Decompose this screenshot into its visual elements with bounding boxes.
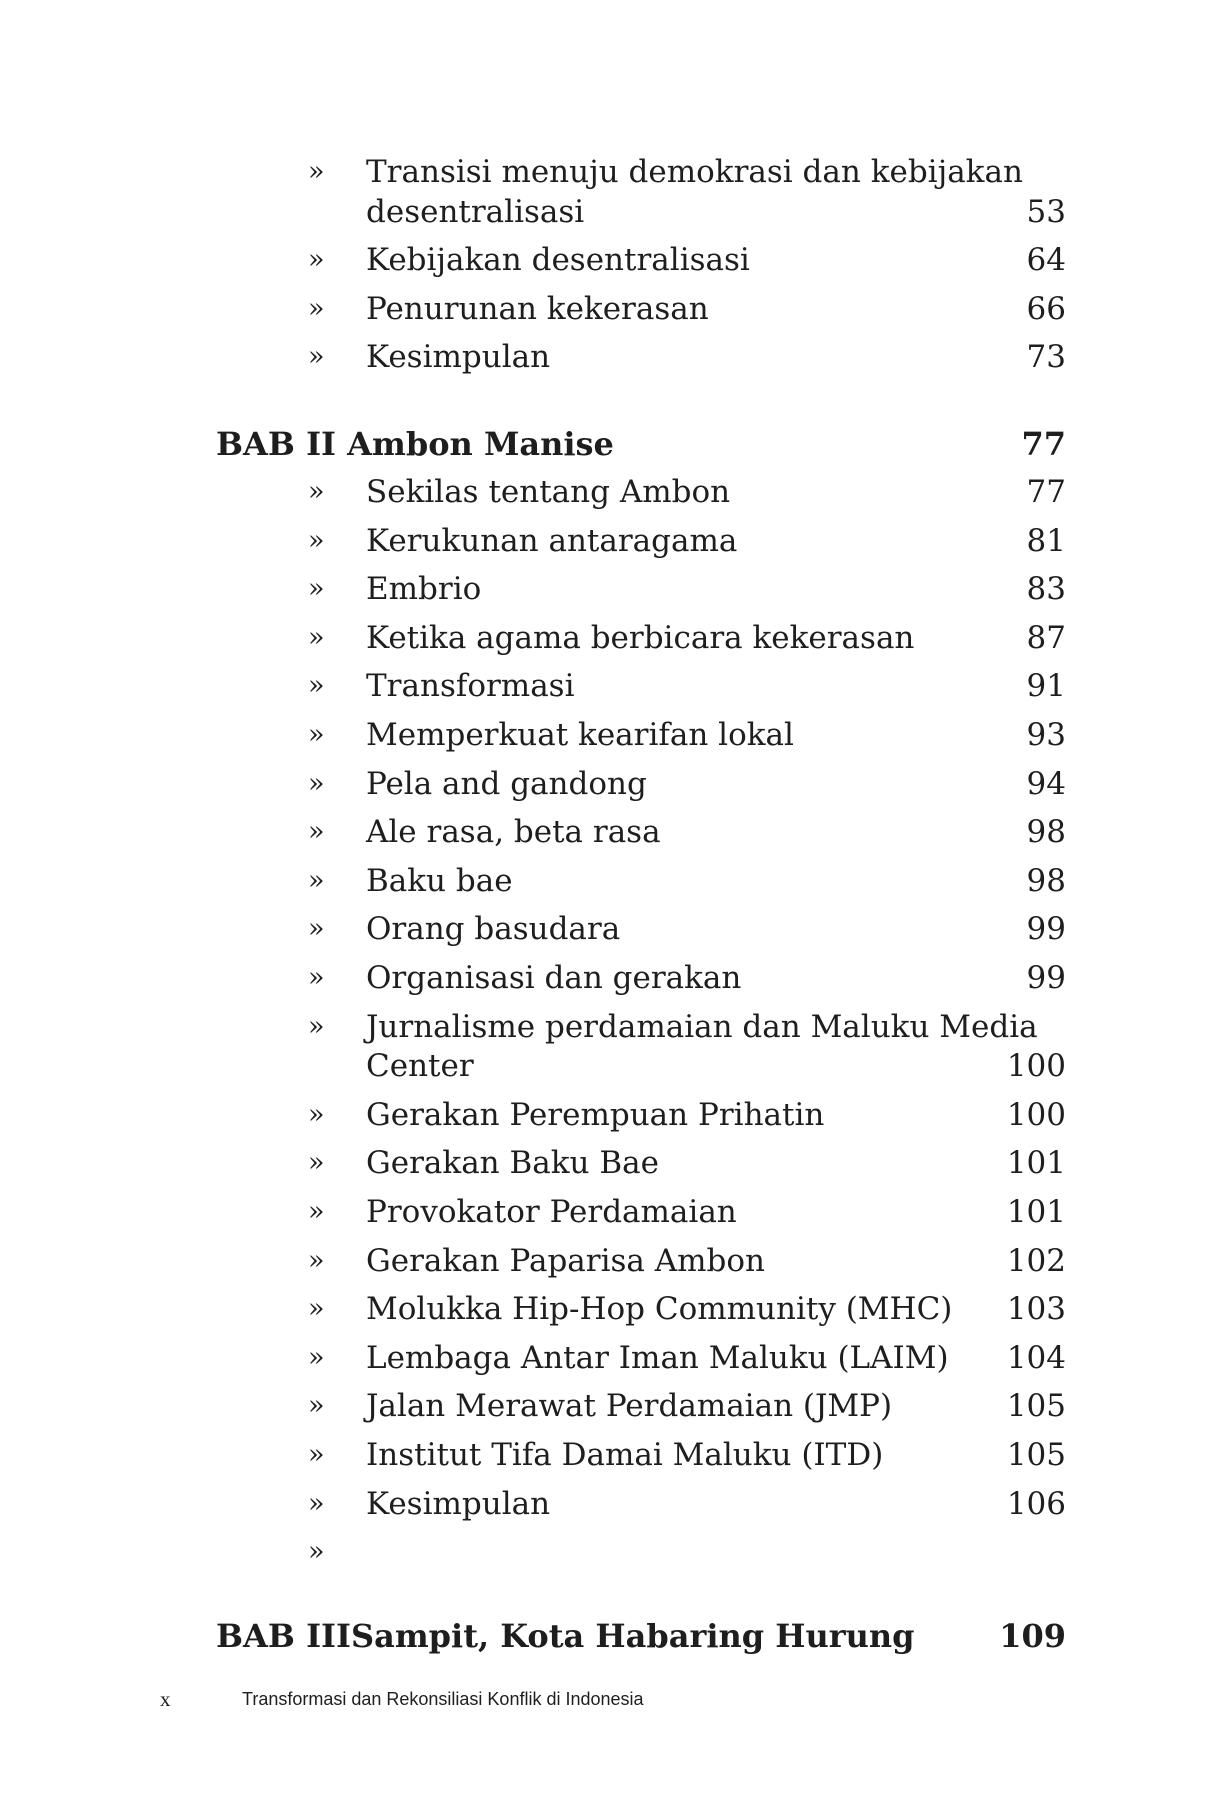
toc-entry-title: Molukka Hip-Hop Community (MHC) [366,1291,953,1328]
toc-entry-title: Sekilas tentang Ambon [366,474,731,510]
bullet-marker: » [308,1536,325,1568]
toc-entry [0,907,1221,951]
toc-entry [0,1005,1221,1049]
toc-entry [0,567,1221,611]
toc-entry-page: 100 [1006,1096,1066,1133]
chapter-page: 77 [1021,425,1066,463]
bullet-marker: » [308,816,325,848]
chapter-page: 109 [999,1617,1066,1655]
toc-entry [0,859,1221,903]
toc-entry-title: Baku bae [366,862,513,899]
toc-entry-title: Provokator Perdamaian [366,1193,737,1230]
toc-entry-page: 91 [1026,668,1066,705]
toc-entry-title: Transformasi [366,668,575,705]
chapter-heading [0,420,1221,468]
toc-entry [0,287,1221,331]
chapter-title: BAB IIISampit, Kota Habaring Hurung [216,1617,915,1655]
bullet-marker: » [308,1010,325,1042]
toc-entry-page: 99 [1026,960,1066,996]
toc-entry [0,470,1221,514]
bullet-marker: » [308,292,325,324]
bullet-marker: » [308,1390,325,1422]
toc-entry [0,1239,1221,1283]
toc-entry-title: desentralisasi [366,193,585,230]
toc-entry [0,1287,1221,1331]
toc-entry [0,335,1221,379]
toc-entry-page: 101 [1006,1193,1066,1230]
bullet-marker: » [308,1438,325,1470]
bullet-marker: » [308,156,325,187]
toc-entry [0,713,1221,757]
bullet-marker: » [308,1098,325,1130]
toc-entry-title: Ketika agama berbicara kekerasan [366,619,915,656]
footer-book-title: Transformasi dan Rekonsiliasi Konflik di Indonesia [242,1689,644,1709]
bullet-marker: » [308,573,325,605]
toc-entry-page: 77 [1026,474,1066,510]
toc-entry [0,1141,1221,1185]
toc-entry-page: 103 [1006,1291,1066,1328]
toc-entry-page: 99 [1026,911,1066,948]
toc-entry-title: Kebijakan desentralisasi [366,242,750,279]
toc-entry-title: Kesimpulan [366,1485,551,1522]
bullet-marker: » [308,341,325,373]
bullet-marker: » [308,670,325,702]
bullet-marker: » [308,1244,325,1276]
toc-entry [0,1530,1221,1574]
toc-entry [0,664,1221,708]
toc-entry [0,810,1221,854]
chapter-heading [0,1612,1221,1660]
toc-entry [0,1384,1221,1428]
toc-entry [0,616,1221,660]
toc-entry-title: Lembaga Antar Iman Maluku (LAIM) [366,1339,949,1376]
toc-entry-title: Embrio [366,571,482,608]
bullet-marker: » [308,244,325,276]
bullet-marker: » [308,962,325,993]
toc-entry-page: 73 [1026,339,1066,376]
toc-entry [0,1482,1221,1526]
toc-entry-title: Memperkuat kearifan lokal [366,717,794,753]
toc-entry-page: 83 [1026,571,1066,608]
toc-entry [0,238,1221,282]
toc-entry-title: Orang basudara [366,911,621,948]
bullet-marker: » [308,1293,325,1325]
toc-entry-page: 81 [1026,522,1066,559]
bullet-marker: » [308,1147,325,1179]
bullet-marker: » [308,864,325,896]
toc-entry-title: Kerukunan antaragama [366,522,738,559]
toc-entry-title: Organisasi dan gerakan [366,960,742,996]
toc-entry-page: 100 [1006,1048,1066,1085]
toc-entry-page: 106 [1006,1485,1066,1522]
chapter-title: BAB II Ambon Manise [216,425,614,463]
toc-entry-title: Kesimpulan [366,339,551,376]
bullet-marker: » [308,767,325,799]
toc-entry-title: Jurnalisme perdamaian dan Maluku Media [366,1008,1038,1045]
bullet-marker: » [308,1195,325,1227]
bullet-marker: » [308,524,325,556]
toc-entry [0,1190,1221,1234]
toc-entry [0,1093,1221,1137]
toc-entry-title: Jalan Merawat Perdamaian (JMP) [366,1388,893,1425]
toc-entry-title: Center [366,1048,474,1085]
toc-entry-page: 105 [1006,1388,1066,1425]
toc-entry-page: 64 [1026,242,1066,279]
toc-entry-page: 98 [1026,862,1066,899]
bullet-marker: » [308,621,325,653]
toc-entry-title: Penurunan kekerasan [366,290,709,327]
footer-page-number: x [160,1687,171,1711]
bullet-marker: » [308,719,325,750]
toc-entry-page: 94 [1026,765,1066,802]
toc-entry [0,1336,1221,1380]
toc-entry-title: Institut Tifa Damai Maluku (ITD) [366,1436,884,1473]
bullet-marker: » [308,1341,325,1373]
bullet-marker: » [308,476,325,507]
toc-entry [0,762,1221,806]
toc-entry-page: 53 [1026,193,1066,230]
toc-entry [0,190,1221,234]
bullet-marker: » [308,1487,325,1519]
toc-entry-title: Gerakan Paparisa Ambon [366,1242,766,1279]
toc-entry-page: 102 [1006,1242,1066,1279]
toc-entry-title: Pela and gandong [366,765,647,802]
toc-entry-page: 104 [1006,1339,1066,1376]
toc-entry-title: Gerakan Perempuan Prihatin [366,1096,825,1133]
toc-entry-title: Gerakan Baku Bae [366,1145,659,1182]
toc-entry [0,1044,1221,1088]
toc-entry [0,150,1221,194]
toc-entry-page: 105 [1006,1436,1066,1473]
toc-entry-title: Transisi menuju demokrasi dan kebijakan [366,154,1023,190]
toc-entry-page: 98 [1026,814,1066,851]
toc-entry-page: 66 [1026,290,1066,327]
toc-entry-page: 101 [1006,1145,1066,1182]
toc-entry [0,1433,1221,1477]
toc-entry [0,519,1221,563]
toc-entry [0,956,1221,1000]
toc-entry-page: 87 [1026,619,1066,656]
toc-entry-page: 93 [1026,717,1066,753]
toc-entry-title: Ale rasa, beta rasa [366,814,661,851]
bullet-marker: » [308,913,325,945]
